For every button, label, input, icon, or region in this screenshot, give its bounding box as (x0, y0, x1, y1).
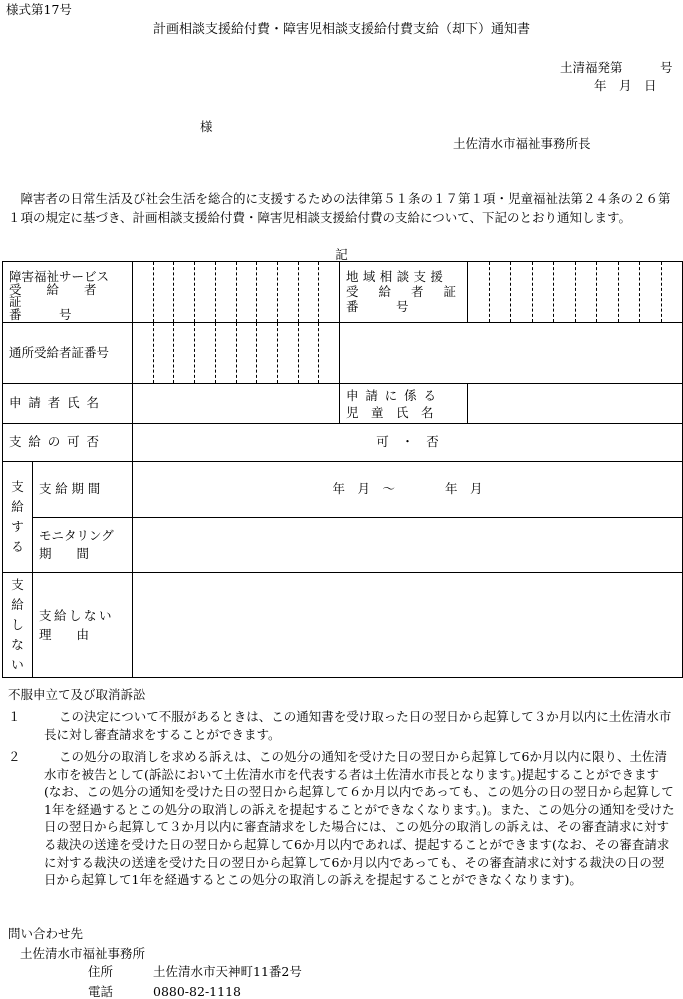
child-label-line1: 申請に係る (346, 387, 443, 403)
child-label-cell (340, 384, 468, 424)
reason-label-line2: 理 由 (39, 627, 90, 642)
appeal-item-1-number: １ (8, 709, 21, 724)
child-name-field[interactable] (468, 384, 683, 424)
row-applicant (3, 384, 683, 424)
svc-label-line2: 受 給 者 証 (9, 281, 122, 309)
area-label-line3: 番 号 (346, 298, 409, 314)
address-value: 土佐清水市天神町11番2号 (153, 964, 302, 979)
monitoring-label-line2: 期 間 (39, 546, 90, 561)
form-number: 様式第17号 (6, 2, 72, 17)
appeal-item-2-number: ２ (8, 749, 21, 764)
issue-date: 年 月 日 (594, 78, 657, 93)
address-label: 住所 (88, 964, 114, 979)
appeal-item-2-text: この処分の取消しを求める訴えは、この処分の通知を受けた日の翌日から起算して6か月以内に限り、土佐清水市を被告として(訴訟において土佐清水市を代表する者は土佐清水市長となります。)提起することができます(なお、この処分の通知を受けた日の翌日から起算して６か月以内であっても、この処分の日の翌日から起算して1年を経過するとこの処分の取消しの訴えを提起することができなくなります。)。また、この処分の通知を受けた日の翌日から起算して３か月以内に審査請求をした場合には、この処分の取消しの訴えは、その審査請求に対する裁決の送達を受けた日の翌日から起算して6か月以内であれば、提起することができます(なお、その審査請求に対する裁決の送達を受けた日の翌日から起算して6か月以内であっても、その審査請求に対する裁決の日の翌日から起算して1年を経過するとこの処分の取消しの訴えを提起することができなくなります)。 (44, 749, 675, 888)
approval-label: 支給の可否 (3, 424, 133, 462)
notice-form-table (2, 261, 683, 678)
reference-number: 土清福発第 号 (560, 60, 673, 75)
row-monitoring (3, 518, 683, 573)
row-deny (3, 573, 683, 678)
commute-label: 通所受給者証番号 (3, 323, 133, 384)
appeal-item-1 (8, 708, 676, 743)
svc-label-cell (3, 262, 133, 323)
applicant-label: 申請者氏名 (3, 384, 133, 424)
monitoring-label-line1: モニタリング (39, 528, 114, 543)
child-label-line2: 児 童 氏 名 (346, 404, 434, 420)
reason-label-cell (33, 573, 133, 678)
recipient-honorific: 様 (200, 119, 213, 134)
tel-value: 0880-82-1118 (153, 984, 241, 999)
document-title: 計画相談支援給付費・障害児相談支援給付費支給（却下）通知書 (152, 22, 530, 37)
applicant-name-field[interactable] (133, 384, 340, 424)
appeal-item-1-text: この決定について不服があるときは、この通知書を受け取った日の翌日から起算して３か月以内に土佐清水市長に対し審査請求をすることができます。 (44, 709, 672, 742)
contact-heading: 問い合わせ先 (8, 926, 84, 941)
commute-blank (340, 323, 683, 384)
period-value[interactable]: 年 月 ～ 年 月 (133, 462, 683, 518)
grant-group-label: 支 給 す る (3, 462, 33, 573)
monitoring-label-cell (33, 518, 133, 573)
issuer-name: 土佐清水市福祉事務所長 (453, 136, 591, 151)
commute-number-digits[interactable] (133, 323, 340, 384)
contact-org: 土佐清水市福祉事務所 (20, 946, 146, 961)
tel-label: 電話 (88, 984, 114, 999)
area-label-line2: 受 給 者 証 (346, 283, 460, 299)
ki-mark: 記 (335, 247, 348, 262)
appeal-item-2 (8, 748, 676, 889)
svc-label-line3: 番 号 (9, 306, 72, 322)
svc-number-digits[interactable] (133, 262, 340, 323)
svc-label-line1: 障害福祉サービス (9, 269, 110, 284)
area-label-cell (340, 262, 468, 323)
reason-label-line1: 支給しない (39, 608, 115, 623)
deny-group-label: 支 給 し な い (3, 573, 33, 678)
intro-paragraph: 障害者の日常生活及び社会生活を総合的に支援するための法律第５１条の１７第１項・児童福祉法第２４条の２６第１項の規定に基づき、計画相談支援給付費・障害児相談支援給付費の支給について、下記のとおり通知します。 (8, 191, 671, 225)
row-grant-period (3, 462, 683, 518)
row-commute-number (3, 323, 683, 384)
monitoring-field[interactable] (133, 518, 683, 573)
row-service-number (3, 262, 683, 323)
appeal-heading: 不服申立て及び取消訴訟 (8, 687, 146, 702)
reason-field[interactable] (133, 573, 683, 678)
period-label: 支給期間 (33, 462, 133, 518)
area-label-line1: 地域相談支援 (346, 269, 448, 284)
approval-value[interactable]: 可 ・ 否 (133, 424, 683, 462)
area-number-digits[interactable] (468, 262, 683, 323)
row-approval (3, 424, 683, 462)
